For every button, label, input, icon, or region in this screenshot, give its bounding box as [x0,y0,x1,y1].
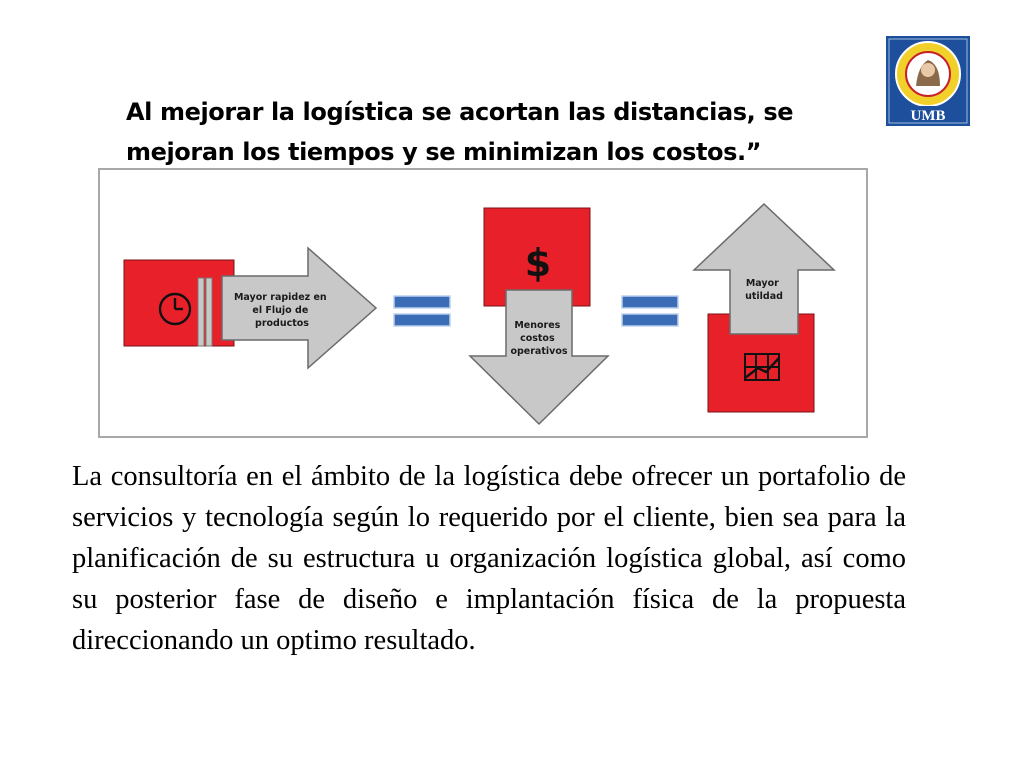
logistics-diagram [98,168,868,438]
step1-label-line: productos [255,318,309,329]
equals-bar [622,296,678,308]
clock-box [124,260,234,346]
step1-label-line: Mayor rapidez en [233,292,327,303]
step2-label-line: costos [520,333,555,344]
equals-bar [394,296,450,308]
step3-label-line: Mayor [745,278,779,289]
divider-bar [206,278,212,346]
equals-bar [622,314,678,326]
dollar-icon: $ [524,241,552,285]
step3-label-line: utildad [745,291,783,302]
step2-label-line: Menores [514,320,561,331]
step2-label-line: operativos [510,346,568,357]
svg-text:UMB: UMB [910,108,946,124]
step1-label-line: el Flujo de [252,305,309,316]
page-title: Al mejorar la logística se acortan las distancias, se mejoran los tiempos y se minimizan los costos.” [126,98,794,166]
divider-bar [198,278,204,346]
body-paragraph: La consultoría en el ámbito de la logística debe ofrecer un portafolio de servicios y tecnología según lo requerido por el cliente, bien sea para la planificación de su estructura u organización logística global, así como su posterior fase de diseño e implantación física de la propuesta direccionando un optimo resultado. [72,461,906,656]
equals-bar [394,314,450,326]
university-logo [886,36,970,126]
